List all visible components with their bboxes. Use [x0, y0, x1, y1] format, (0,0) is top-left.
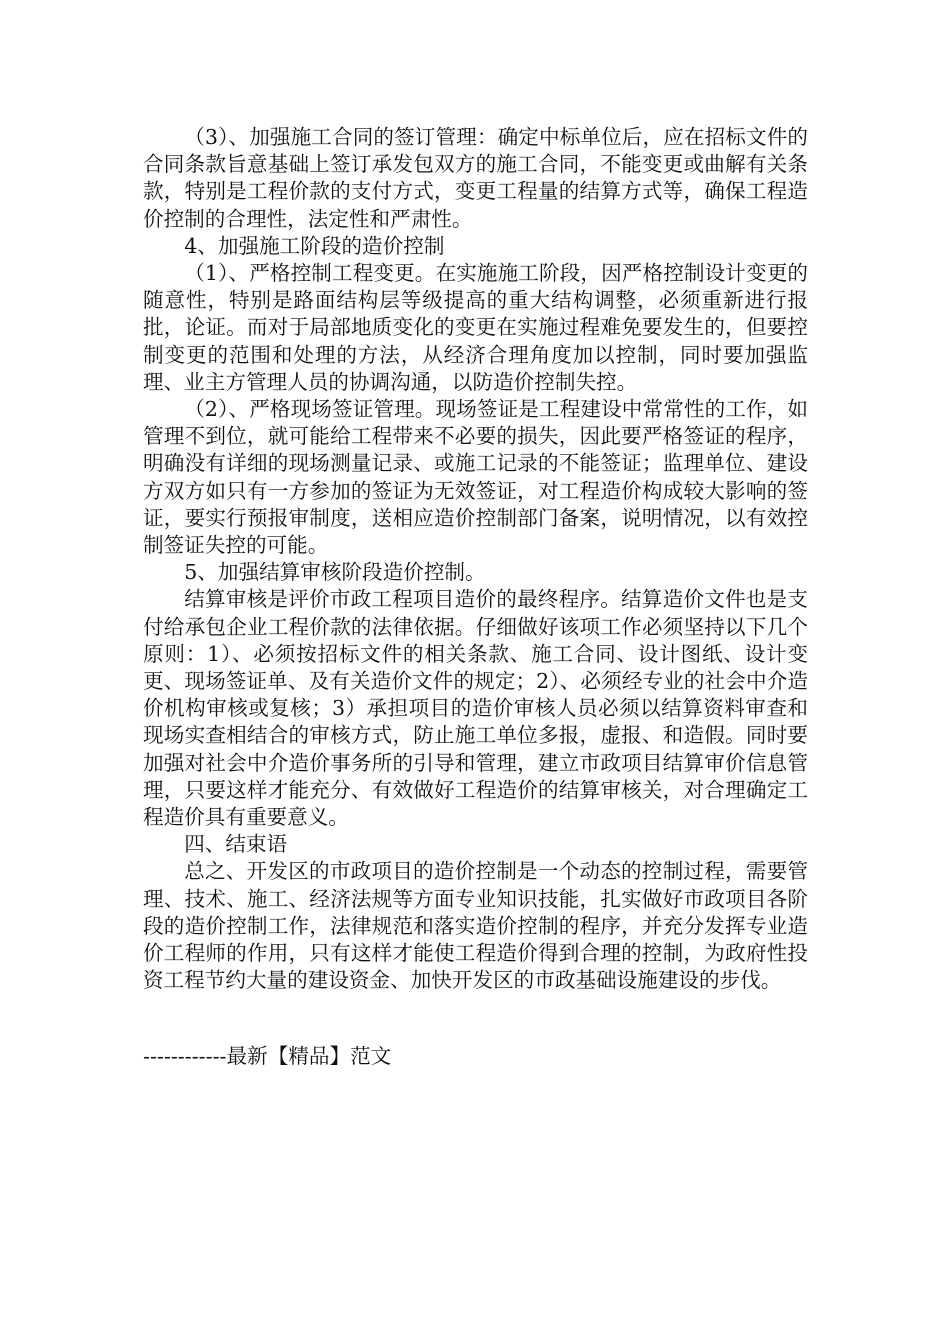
paragraph-contract-signing: （3）、加强施工合同的签订管理：确定中标单位后，应在招标文件的合同条款旨意基础上签订承发包双方的施工合同，不能变更或曲解有关条款，特别是工程价款的支付方式，变更工程量的结算方式等，确保工程造价控制的合理性，法定性和严肃性。 [143, 125, 808, 231]
heading-settlement-audit: 5、加强结算审核阶段造价控制。 [184, 560, 486, 585]
paragraph-settlement-audit: 结算审核是评价市政工程项目造价的最终程序。结算造价文件也是支付给承包企业工程价款的法律依据。仔细做好该项工作必须坚持以下几个原则：1）、必须按招标文件的相关条款、施工合同、设计图纸、设计变更、现场签证单、及有关造价文件的规定；2）、必须经专业的社会中介造价机构审核或复核；3）承担项目的造价审核人员必须以结算资料审查和现场实查相结合的审核方式，防止施工单位多报，虚报、和造假。同时要加强对社会中介造价事务所的引导和管理，建立市政项目结算审价信息管理，只要这样才能充分、有效做好工程造价的结算审核关，对合理确定工程造价具有重要意义。 [143, 587, 808, 830]
paragraph-site-visa: （2）、严格现场签证管理。现场签证是工程建设中常常性的工作，如管理不到位，就可能给工程带来不必要的损失，因此要严格签证的程序，明确没有详细的现场测量记录、或施工记录的不能签证；监理单位、建设方双方如只有一方参加的签证为无效签证，对工程造价构成较大影响的签证，要实行预报审制度，送相应造价控制部门备案，说明情况，以有效控制签证失控的可能。 [143, 397, 808, 558]
footer-text: ------------最新【精品】范文 [143, 1044, 392, 1068]
heading-conclusion: 四、结束语 [184, 832, 288, 857]
paragraph-change-control: （1）、严格控制工程变更。在实施施工阶段，因严格控制设计变更的随意性，特别是路面结构层等级提高的重大结构调整，必须重新进行报批，论证。而对于局部地质变化的变更在实施过程难免要发生的，但要控制变更的范围和处理的方法，从经济合理角度加以控制，同时要加强监理、业主方管理人员的协调沟通，以防造价控制失控。 [143, 261, 808, 394]
heading-construction-stage: 4、加强施工阶段的造价控制 [184, 233, 445, 258]
document-body [143, 124, 808, 995]
paragraph-conclusion: 总之、开发区的市政项目的造价控制是一个动态的控制过程，需要管理、技术、施工、经济法规等方面专业知识技能，扎实做好市政项目各阶段的造价控制工作，法律规范和落实造价控制的程序，并充分发挥专业造价工程师的作用，只有这样才能使工程造价得到合理的控制，为政府性投资工程节约大量的建设资金、加快开发区的市政基础设施建设的步伐。 [143, 859, 808, 993]
